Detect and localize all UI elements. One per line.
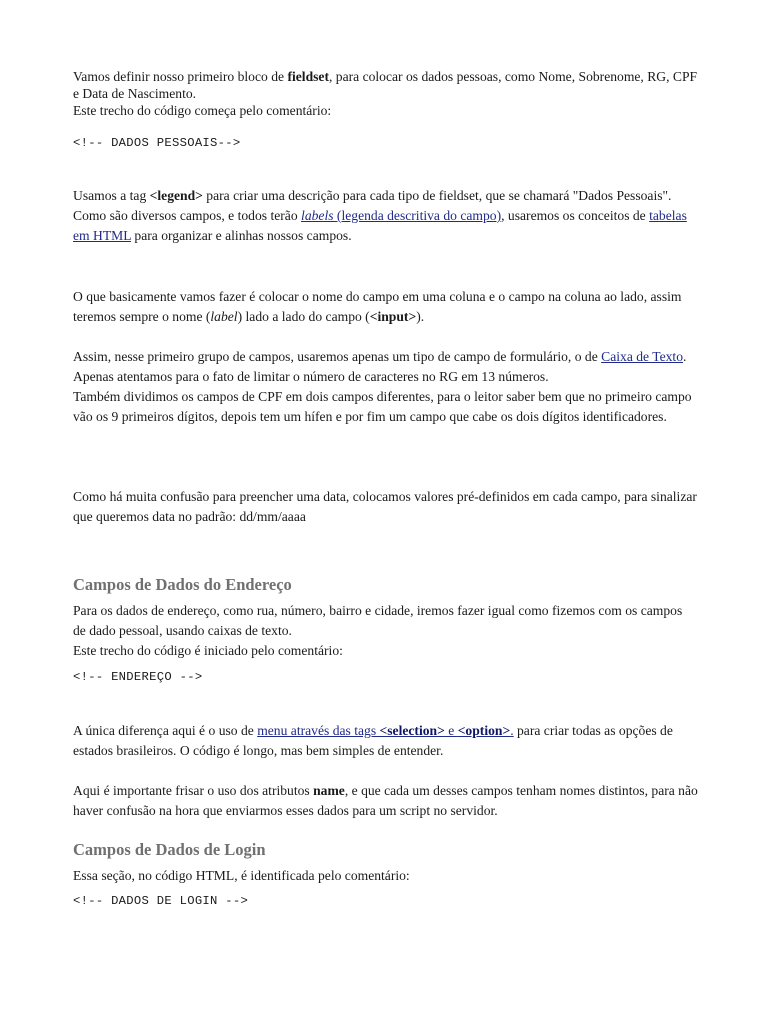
data-paragraph: Como há muita confusão para preencher uma data, colocamos valores pré-definidos em cada campo, para sinalizar que queremos data no padrão: dd/mm/aaaa <box>73 489 697 524</box>
bold-fieldset: fieldset <box>287 69 329 84</box>
assim-paragraph <box>73 347 698 427</box>
text-run: Vamos definir nosso primeiro bloco de <box>73 69 288 84</box>
text-run: para criar uma descrição para cada tipo de fieldset, que se chamará "Dados Pessoais". <box>202 188 672 203</box>
selection-tag: <selection> <box>379 723 445 738</box>
menu-tags-link[interactable] <box>257 723 513 738</box>
name-attribute-paragraph <box>73 781 698 821</box>
text-run: Usamos a tag <box>73 188 150 203</box>
labels-link-suffix: (legenda descritiva do campo) <box>333 208 502 223</box>
endereco-paragraph <box>73 601 698 661</box>
text-run: Este trecho do código começa pelo comentário: <box>73 103 332 118</box>
bold-input-tag: <input> <box>369 309 417 324</box>
text-run: Como são diversos campos, e todos terão <box>73 208 302 223</box>
text-run: Este trecho do código é iniciado pelo comentário: <box>73 643 343 658</box>
diferenca-paragraph <box>73 721 698 761</box>
bold-name: name <box>313 783 345 798</box>
menu-link-text: . <box>510 723 514 738</box>
bold-legend-tag: <legend> <box>149 188 203 203</box>
caixa-de-texto-link[interactable]: Caixa de Texto <box>601 349 683 364</box>
code-comment-dados-pessoais: <!-- DADOS PESSOAIS--> <box>73 136 241 150</box>
text-run: ). <box>416 309 425 324</box>
labels-link[interactable] <box>301 208 501 223</box>
code-comment-endereco: <!-- ENDEREÇO --> <box>73 670 203 684</box>
option-tag: <option> <box>457 723 511 738</box>
heading-login: Campos de Dados de Login <box>73 840 266 859</box>
text-run: O que basicamente vamos fazer é colocar o nome do campo em uma coluna e o campo na coluna ao lado, assim teremos sempre o nome ( <box>73 289 682 324</box>
text-run: Também dividimos os campos de CPF em dois campos diferentes, para o leitor saber bem que no primeiro campo vão os 9 primeiros dígitos, depois tem um hífen e por fim um campo que cabe os dois dígitos identificadores. <box>73 389 692 424</box>
code-comment-login: <!-- DADOS DE LOGIN --> <box>73 894 249 908</box>
text-run: Assim, nesse primeiro grupo de campos, usaremos apenas um tipo de campo de formulário, o de <box>73 349 602 364</box>
heading-endereco: Campos de Dados do Endereço <box>73 575 292 594</box>
menu-link-text: menu através das tags <box>257 723 380 738</box>
text-run: A única diferença aqui é o uso de <box>73 723 258 738</box>
intro-paragraph <box>73 68 698 119</box>
text-run: , usaremos os conceitos de <box>501 208 650 223</box>
text-run: Aqui é importante frisar o uso dos atributos <box>73 783 314 798</box>
text-run: . Apenas atentamos para o fato de limitar o número de caracteres no RG em 13 números. <box>73 349 687 384</box>
text-run: Para os dados de endereço, como rua, número, bairro e cidade, iremos fazer igual como fizemos com os campos de dado pessoal, usando caixas de texto. <box>73 603 683 638</box>
menu-link-text: e <box>444 723 458 738</box>
text-run: para criar todas as opções de estados brasileiros. O código é longo, mas bem simples de entender. <box>73 723 673 758</box>
labels-link-text: labels <box>301 208 334 223</box>
tabelas-html-link[interactable]: tabelas em HTML <box>73 208 687 243</box>
text-run: , e que cada um desses campos tenham nomes distintos, para não haver confusão na hora que enviarmos esses dados para um script no servidor. <box>73 783 698 818</box>
login-paragraph: Essa seção, no código HTML, é identificada pelo comentário: <box>73 868 410 883</box>
legend-paragraph <box>73 186 698 246</box>
text-run: para organizar e alinhas nossos campos. <box>131 228 352 243</box>
text-run: ) lado a lado do campo ( <box>237 309 370 324</box>
coluna-paragraph <box>73 287 698 327</box>
italic-label: label <box>210 309 238 324</box>
text-run: , para colocar os dados pessoas, como Nome, Sobrenome, RG, CPF e Data de Nascimento. <box>73 69 698 101</box>
